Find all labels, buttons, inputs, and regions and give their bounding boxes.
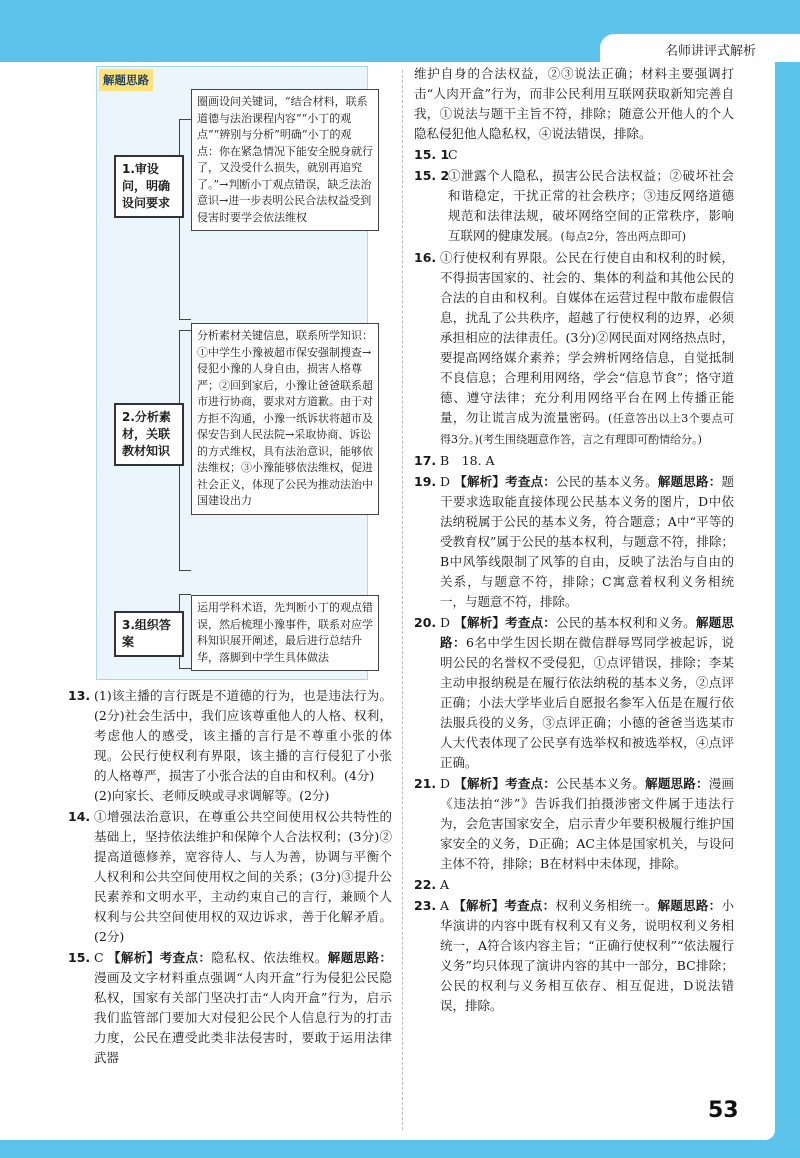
key-point: 公民的基本权利和义务。 [556,615,697,630]
connector-line [179,668,191,669]
item-number: 20. [414,615,437,630]
thinking-label: 解题思路： [657,898,722,913]
stage-1-label: 1.审设问，明确设问要求 [114,155,184,218]
answer-text: ①泄露个人隐私，损害公民合法权益；②破坏社会和谐稳定，干扰正常的社会秩序；③违反网络道德规范和法律法规，破坏网络空间的正常秩序，影响互联网的健康发展。 [448,168,734,243]
answer-17-18 [414,451,734,471]
item-number: 14. [68,809,91,824]
key-point-label: 考查点： [505,776,557,791]
connector-line [179,119,191,120]
key-point-label: 考查点： [504,898,556,913]
answer-13 [68,686,392,806]
page-paper [0,62,775,1140]
connector-line [179,319,191,320]
analysis-tag: 【解析】 [107,950,160,965]
analysis-tag: 【解析】 [453,898,505,913]
analysis-tag: 【解析】 [454,776,506,791]
answer-text: ①行使权利有界限。公民在行使自由和权利的时候，不得损害国家的、社会的、集体的利益和其他公民的合法的自由和权利。自媒体在运营过程中散布虚假信息，扰乱了公共秩序，超越了行使权利的边界，必须承担相应的法律责任。(3分)②网民面对网络热点时，要提高网络媒介素养；学会辨析网络信息，自觉抵制不良信息；合理利用网络，学会“信息节食”；恪守道德、遵守法律；充分利用网络平台在网上传播正能量，勿让谎言成为流量密码。 [440,250,734,425]
header-title: 名师讲评式解析 [664,44,756,59]
left-column [68,66,392,1069]
answer-15-continued [414,64,734,144]
continued-text: 维护自身的合法权益，②③说法正确；材料主要强调打击“人肉开盒”行为，而非公民利用互联网获取新知完善自我，①说法与题干主旨不符，排除；随意公开他人的个人隐私侵犯他人隐私权，④说法错误，排除。 [414,66,734,141]
analysis-text: 题干要求选取能直接体现公民基本义务的图片，D中依法纳税属于公民的基本义务，符合题意；A中“平等的受教育权”属于公民的基本权利，与题意不符，排除；B中风筝线限制了风筝的自由，反映了法治与自由的关系，与题意不符，排除；C寓意着权利义务相统一，与题意不符，排除。 [440,474,734,609]
stage-3-label: 3.组织答案 [114,611,184,657]
thinking-label: 解题思路： [440,615,734,650]
analysis-tag: 【解析】 [454,474,506,489]
answer-14 [68,807,392,947]
answer-15 [68,948,392,1068]
connector-line [179,594,191,595]
thinking-label: 解题思路： [327,950,392,965]
answer-22 [414,875,734,895]
scoring-note: (每点2分，答出两点即可) [560,230,687,243]
answer-16 [414,248,734,450]
answer-13-part-2: (2)向家长、老师反映或寻求调解等。(2分) [94,788,330,803]
answer-15-2 [414,166,734,247]
answer-letter: D [440,776,451,791]
answer-23 [414,896,734,1016]
analysis-text: 6名中学生因长期在微信群辱骂同学被起诉，说明公民的名誉权不受侵犯，①点评错误，排除；李某主动申报纳税是在履行依法纳税的基本义务，②点评正确；小法大学毕业后自愿报名参军入伍是在履行依法服兵役的义务，③点评正确；小德的爸爸当选某市人大代表体现了公民享有选举权和被选举权，④点评正确。 [440,635,734,770]
answer-text: B 18. A [440,453,495,468]
analysis-tag: 【解析】 [454,615,506,630]
page-header [600,34,800,62]
answer-20 [414,613,734,773]
key-point: 权利义务相统一。 [555,898,658,913]
thinking-label: 解题思路： [645,776,709,791]
answer-21 [414,774,734,874]
item-number: 15. 1 [414,147,450,162]
answer-14-text: ①增强法治意识，在尊重公共空间使用权公共特性的基础上，坚持依法维护和保障个人合法权利；(3分)②提高道德修养，宽容待人、与人为善，协调与平衡个人权利和公共空间使用权之间的关系；(3分)③提升公民素养和文明水平，主动约束自己的言行，兼顾个人权利与公共空间使用权的双边诉求，善于化解矛盾。(2分) [94,809,392,944]
analysis-text: 漫画《违法拍“涉”》告诉我们拍摄涉密文件属于违法行为，会危害国家安全，启示青少年要积极履行维护国家安全的义务，D正确；AC主体是国家机关，与设问主体不符，排除；B在材料中未体现，排除。 [440,776,734,871]
item-number: 15. [68,950,91,965]
connector-line [179,119,180,319]
key-point-label: 考查点： [159,950,212,965]
item-number: 13. [68,688,91,703]
stage-1-content: 圈画设问关键词，“结合材料，联系道德与法治课程内容”“小丁的观点”“辨别与分析”明确“小丁的观点：你在紧急情况下能安全脱身就行了，又没受什么损失，就别再追究了。”→判断小丁观点错误，缺乏法治意识→进一步表明公民合法权益受到侵害时要学会依法维权 [191,89,379,231]
answer-letter: D [440,615,451,630]
solution-diagram [96,66,373,680]
item-number: 19. [414,474,437,489]
stage-2-content: 分析素材关键信息，联系所学知识：①中学生小豫被超市保安强制搜查→侵犯小豫的人身自由，损害人格尊严；②回到家后，小豫让爸爸联系超市进行协商，要求对方道歉。由于对方拒不沟通，小豫一纸诉状将超市及保安告到人民法院→采取协商、诉讼的方式维权，具有法治意识，能够依法维权；③小豫能够依法维权，促进社会正义，体现了公民为推动法治中国建设出力 [191,323,379,515]
answer-19 [414,472,734,612]
key-point-label: 考查点： [505,615,557,630]
analysis-text: 漫画及文字材料重点强调“人肉开盒”行为侵犯公民隐私权，国家有关部门坚决打击“人肉开盒”行为，启示我们监管部门要加大对侵犯公民个人信息行为的打击力度，公民在遭受此类非法侵害时，要敢于运用法律武器 [94,970,392,1065]
answer-text: C [448,147,458,162]
item-number: 15. 2 [414,168,450,183]
scoring-note: (任意答出以上3个要点可得3分。)(考生围绕题意作答，言之有理即可酌情给分。) [440,412,734,446]
answer-letter: D [440,474,451,489]
stage-3-content: 运用学科术语，先判断小丁的观点错误，然后梳理小豫事件，联系对应学科知识展开阐述，最后进行总结升华，落脚到中学生具体做法 [191,595,379,671]
stage-2-label: 2.分析素材，关联教材知识 [114,403,184,466]
key-point: 公民基本义务。 [556,776,646,791]
item-number: 16. [414,250,437,265]
connector-line [179,330,191,331]
diagram-tag: 解题思路 [99,69,153,91]
answer-15-1 [414,145,734,165]
answer-13-part-1: (1)该主播的言行既是不道德的行为，也是违法行为。(2分)社会生活中，我们应该尊重他人的人格、权利，考虑他人的感受，该主播的言行是不尊重小张的体现。公民行使权利有界限，该主播的言行侵犯了小张的人格尊严，损害了小张合法的自由和权利。(4分) [94,688,392,783]
right-column [414,64,734,1017]
key-point: 隐私权、依法维权。 [211,950,328,965]
key-point: 公民的基本义务。 [556,474,658,489]
answer-letter: A [440,898,450,913]
item-number: 22. [414,877,437,892]
analysis-text: 小华演讲的内容中既有权利又有义务，说明权利义务相统一，A符合该内容主旨；“正确行使权利”“依法履行义务”均只体现了演讲内容的其中一部分，BC排除；公民的权利与义务相互依存、相互促进，D说法错误，排除。 [440,898,734,1013]
key-point-label: 考查点： [505,474,557,489]
thinking-label: 解题思路： [657,474,722,489]
connector-line [179,570,191,571]
answer-text: A [440,877,450,892]
column-divider [402,70,403,1130]
answer-letter: C [94,950,104,965]
item-number: 21. [414,776,437,791]
item-number: 23. [414,898,437,913]
page-number: 53 [708,1098,739,1123]
item-number: 17. [414,453,437,468]
